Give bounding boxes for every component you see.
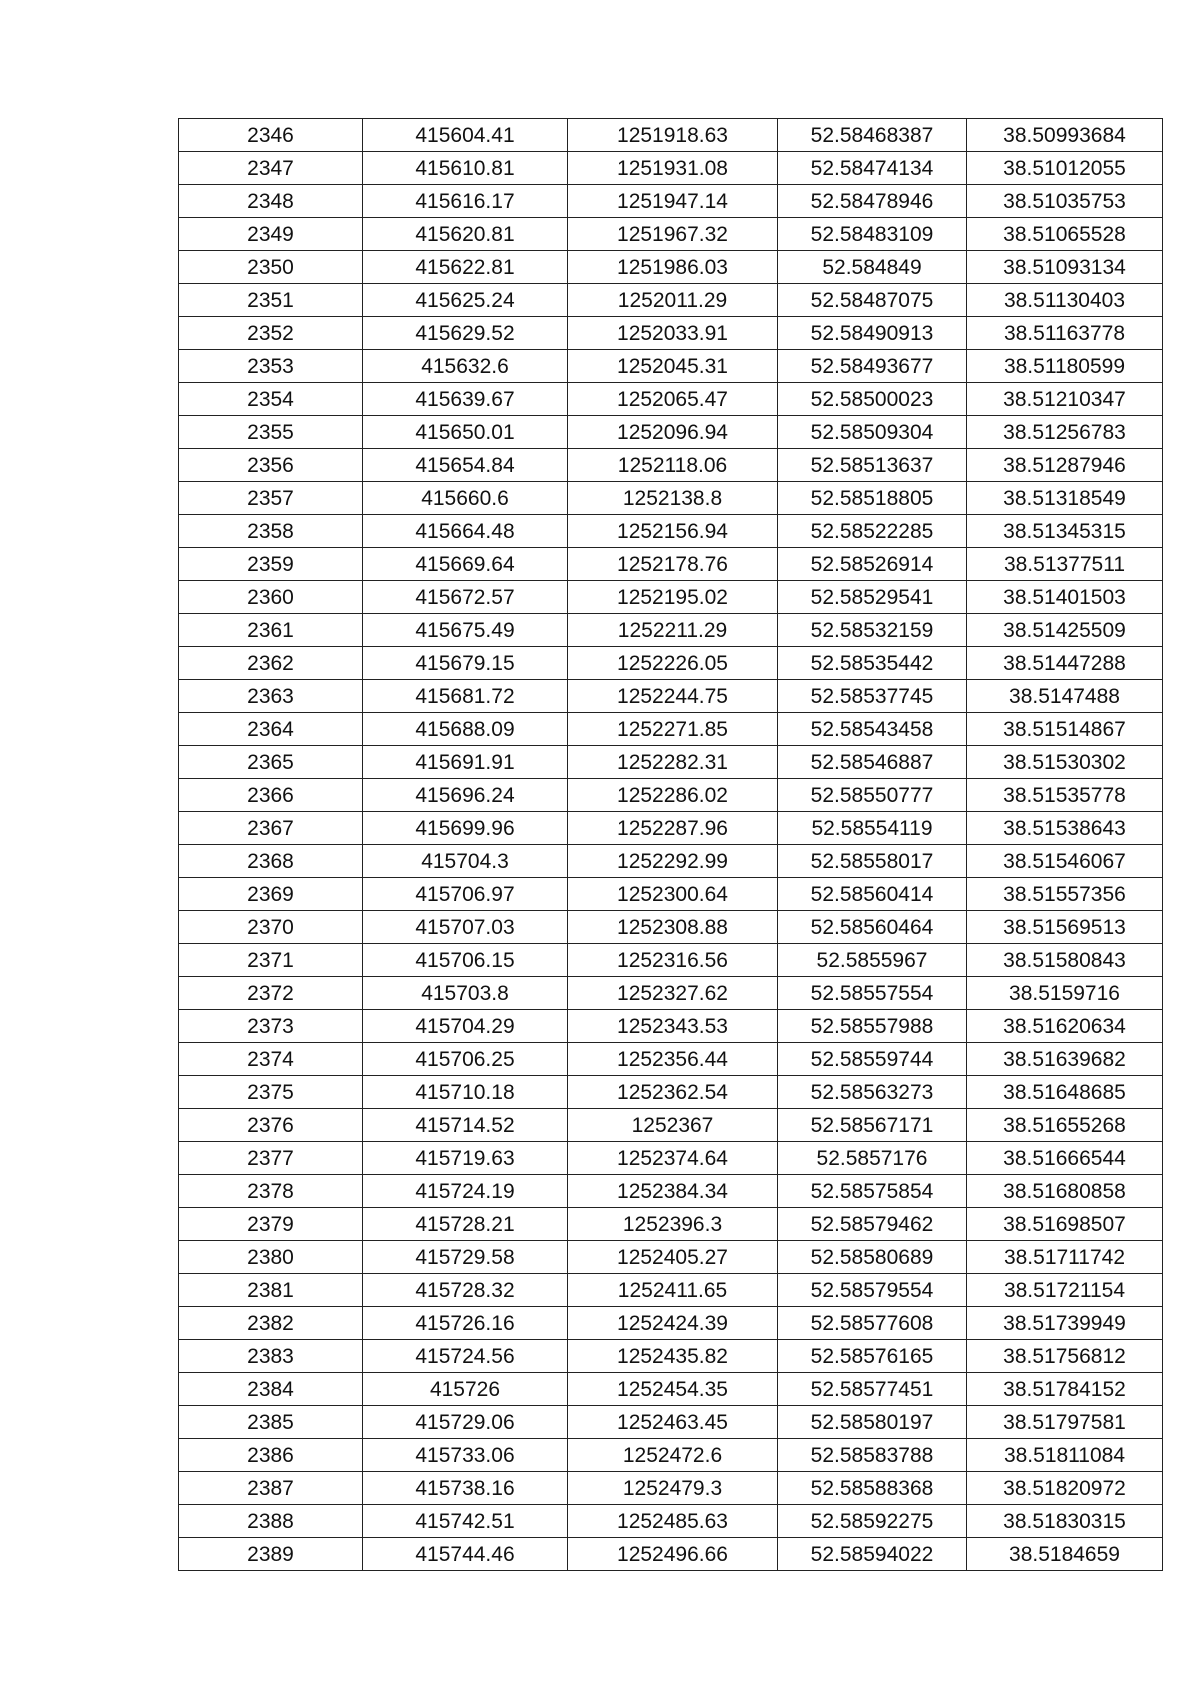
table-row bbox=[179, 449, 1163, 482]
longitude-cell: 38.51535778 bbox=[967, 779, 1163, 812]
point-number-cell: 2386 bbox=[179, 1439, 363, 1472]
table-row bbox=[179, 1538, 1163, 1571]
x-coordinate-cell: 415664.48 bbox=[363, 515, 568, 548]
table-row bbox=[179, 779, 1163, 812]
x-coordinate-cell: 415604.41 bbox=[363, 119, 568, 152]
longitude-cell: 38.51721154 bbox=[967, 1274, 1163, 1307]
point-number-cell: 2383 bbox=[179, 1340, 363, 1373]
latitude-cell: 52.58543458 bbox=[778, 713, 967, 746]
x-coordinate-cell: 415639.67 bbox=[363, 383, 568, 416]
table-row bbox=[179, 1307, 1163, 1340]
latitude-cell: 52.58478946 bbox=[778, 185, 967, 218]
latitude-cell: 52.58594022 bbox=[778, 1538, 967, 1571]
y-coordinate-cell: 1251967.32 bbox=[568, 218, 778, 251]
longitude-cell: 38.51401503 bbox=[967, 581, 1163, 614]
x-coordinate-cell: 415688.09 bbox=[363, 713, 568, 746]
y-coordinate-cell: 1252226.05 bbox=[568, 647, 778, 680]
y-coordinate-cell: 1252118.06 bbox=[568, 449, 778, 482]
x-coordinate-cell: 415706.25 bbox=[363, 1043, 568, 1076]
x-coordinate-cell: 415672.57 bbox=[363, 581, 568, 614]
table-row bbox=[179, 1043, 1163, 1076]
x-coordinate-cell: 415742.51 bbox=[363, 1505, 568, 1538]
x-coordinate-cell: 415719.63 bbox=[363, 1142, 568, 1175]
y-coordinate-cell: 1252384.34 bbox=[568, 1175, 778, 1208]
longitude-cell: 38.51569513 bbox=[967, 911, 1163, 944]
y-coordinate-cell: 1252411.65 bbox=[568, 1274, 778, 1307]
y-coordinate-cell: 1252454.35 bbox=[568, 1373, 778, 1406]
y-coordinate-cell: 1252327.62 bbox=[568, 977, 778, 1010]
y-coordinate-cell: 1252472.6 bbox=[568, 1439, 778, 1472]
table-row bbox=[179, 1373, 1163, 1406]
point-number-cell: 2382 bbox=[179, 1307, 363, 1340]
y-coordinate-cell: 1252156.94 bbox=[568, 515, 778, 548]
longitude-cell: 38.51377511 bbox=[967, 548, 1163, 581]
y-coordinate-cell: 1252435.82 bbox=[568, 1340, 778, 1373]
x-coordinate-cell: 415625.24 bbox=[363, 284, 568, 317]
y-coordinate-cell: 1252308.88 bbox=[568, 911, 778, 944]
x-coordinate-cell: 415706.97 bbox=[363, 878, 568, 911]
longitude-cell: 38.51648685 bbox=[967, 1076, 1163, 1109]
latitude-cell: 52.58577608 bbox=[778, 1307, 967, 1340]
point-number-cell: 2388 bbox=[179, 1505, 363, 1538]
latitude-cell: 52.58560464 bbox=[778, 911, 967, 944]
table-row bbox=[179, 878, 1163, 911]
x-coordinate-cell: 415704.29 bbox=[363, 1010, 568, 1043]
y-coordinate-cell: 1252287.96 bbox=[568, 812, 778, 845]
longitude-cell: 38.5184659 bbox=[967, 1538, 1163, 1571]
x-coordinate-cell: 415724.56 bbox=[363, 1340, 568, 1373]
latitude-cell: 52.58526914 bbox=[778, 548, 967, 581]
y-coordinate-cell: 1251918.63 bbox=[568, 119, 778, 152]
latitude-cell: 52.58474134 bbox=[778, 152, 967, 185]
x-coordinate-cell: 415710.18 bbox=[363, 1076, 568, 1109]
x-coordinate-cell: 415660.6 bbox=[363, 482, 568, 515]
y-coordinate-cell: 1251931.08 bbox=[568, 152, 778, 185]
x-coordinate-cell: 415654.84 bbox=[363, 449, 568, 482]
longitude-cell: 38.51514867 bbox=[967, 713, 1163, 746]
table-row bbox=[179, 383, 1163, 416]
table-row bbox=[179, 317, 1163, 350]
longitude-cell: 38.51756812 bbox=[967, 1340, 1163, 1373]
table-row bbox=[179, 482, 1163, 515]
point-number-cell: 2370 bbox=[179, 911, 363, 944]
latitude-cell: 52.58558017 bbox=[778, 845, 967, 878]
table-row bbox=[179, 944, 1163, 977]
x-coordinate-cell: 415679.15 bbox=[363, 647, 568, 680]
table-row bbox=[179, 680, 1163, 713]
y-coordinate-cell: 1252011.29 bbox=[568, 284, 778, 317]
latitude-cell: 52.58535442 bbox=[778, 647, 967, 680]
point-number-cell: 2387 bbox=[179, 1472, 363, 1505]
table-row bbox=[179, 746, 1163, 779]
y-coordinate-cell: 1252479.3 bbox=[568, 1472, 778, 1505]
y-coordinate-cell: 1252463.45 bbox=[568, 1406, 778, 1439]
x-coordinate-cell: 415733.06 bbox=[363, 1439, 568, 1472]
point-number-cell: 2381 bbox=[179, 1274, 363, 1307]
latitude-cell: 52.58583788 bbox=[778, 1439, 967, 1472]
longitude-cell: 38.51163778 bbox=[967, 317, 1163, 350]
y-coordinate-cell: 1252405.27 bbox=[568, 1241, 778, 1274]
table-row bbox=[179, 1439, 1163, 1472]
y-coordinate-cell: 1252244.75 bbox=[568, 680, 778, 713]
longitude-cell: 38.51639682 bbox=[967, 1043, 1163, 1076]
coordinates-table bbox=[178, 118, 1163, 1571]
coordinates-table-body bbox=[179, 119, 1163, 1571]
x-coordinate-cell: 415610.81 bbox=[363, 152, 568, 185]
y-coordinate-cell: 1252178.76 bbox=[568, 548, 778, 581]
x-coordinate-cell: 415726.16 bbox=[363, 1307, 568, 1340]
latitude-cell: 52.58563273 bbox=[778, 1076, 967, 1109]
point-number-cell: 2385 bbox=[179, 1406, 363, 1439]
longitude-cell: 38.51210347 bbox=[967, 383, 1163, 416]
longitude-cell: 38.51425509 bbox=[967, 614, 1163, 647]
point-number-cell: 2349 bbox=[179, 218, 363, 251]
latitude-cell: 52.58560414 bbox=[778, 878, 967, 911]
table-row bbox=[179, 1274, 1163, 1307]
longitude-cell: 38.51538643 bbox=[967, 812, 1163, 845]
table-row bbox=[179, 1505, 1163, 1538]
longitude-cell: 38.51318549 bbox=[967, 482, 1163, 515]
table-row bbox=[179, 185, 1163, 218]
table-row bbox=[179, 845, 1163, 878]
table-row bbox=[179, 614, 1163, 647]
latitude-cell: 52.58487075 bbox=[778, 284, 967, 317]
latitude-cell: 52.5857176 bbox=[778, 1142, 967, 1175]
longitude-cell: 38.51012055 bbox=[967, 152, 1163, 185]
longitude-cell: 38.51820972 bbox=[967, 1472, 1163, 1505]
longitude-cell: 38.51711742 bbox=[967, 1241, 1163, 1274]
point-number-cell: 2363 bbox=[179, 680, 363, 713]
point-number-cell: 2348 bbox=[179, 185, 363, 218]
latitude-cell: 52.58580197 bbox=[778, 1406, 967, 1439]
latitude-cell: 52.58577451 bbox=[778, 1373, 967, 1406]
y-coordinate-cell: 1252367 bbox=[568, 1109, 778, 1142]
y-coordinate-cell: 1252282.31 bbox=[568, 746, 778, 779]
longitude-cell: 38.51698507 bbox=[967, 1208, 1163, 1241]
longitude-cell: 38.51180599 bbox=[967, 350, 1163, 383]
point-number-cell: 2362 bbox=[179, 647, 363, 680]
table-row bbox=[179, 1142, 1163, 1175]
table-row bbox=[179, 515, 1163, 548]
x-coordinate-cell: 415744.46 bbox=[363, 1538, 568, 1571]
x-coordinate-cell: 415632.6 bbox=[363, 350, 568, 383]
longitude-cell: 38.51830315 bbox=[967, 1505, 1163, 1538]
longitude-cell: 38.51797581 bbox=[967, 1406, 1163, 1439]
longitude-cell: 38.51093134 bbox=[967, 251, 1163, 284]
point-number-cell: 2358 bbox=[179, 515, 363, 548]
latitude-cell: 52.58588368 bbox=[778, 1472, 967, 1505]
table-row bbox=[179, 416, 1163, 449]
latitude-cell: 52.58554119 bbox=[778, 812, 967, 845]
point-number-cell: 2374 bbox=[179, 1043, 363, 1076]
y-coordinate-cell: 1252485.63 bbox=[568, 1505, 778, 1538]
x-coordinate-cell: 415622.81 bbox=[363, 251, 568, 284]
y-coordinate-cell: 1252045.31 bbox=[568, 350, 778, 383]
latitude-cell: 52.58576165 bbox=[778, 1340, 967, 1373]
latitude-cell: 52.58567171 bbox=[778, 1109, 967, 1142]
x-coordinate-cell: 415691.91 bbox=[363, 746, 568, 779]
table-row bbox=[179, 1076, 1163, 1109]
latitude-cell: 52.58557988 bbox=[778, 1010, 967, 1043]
y-coordinate-cell: 1252138.8 bbox=[568, 482, 778, 515]
y-coordinate-cell: 1252195.02 bbox=[568, 581, 778, 614]
y-coordinate-cell: 1252424.39 bbox=[568, 1307, 778, 1340]
x-coordinate-cell: 415728.32 bbox=[363, 1274, 568, 1307]
x-coordinate-cell: 415729.58 bbox=[363, 1241, 568, 1274]
point-number-cell: 2376 bbox=[179, 1109, 363, 1142]
x-coordinate-cell: 415707.03 bbox=[363, 911, 568, 944]
x-coordinate-cell: 415728.21 bbox=[363, 1208, 568, 1241]
y-coordinate-cell: 1252271.85 bbox=[568, 713, 778, 746]
y-coordinate-cell: 1252065.47 bbox=[568, 383, 778, 416]
point-number-cell: 2356 bbox=[179, 449, 363, 482]
point-number-cell: 2384 bbox=[179, 1373, 363, 1406]
point-number-cell: 2364 bbox=[179, 713, 363, 746]
x-coordinate-cell: 415714.52 bbox=[363, 1109, 568, 1142]
point-number-cell: 2367 bbox=[179, 812, 363, 845]
y-coordinate-cell: 1252356.44 bbox=[568, 1043, 778, 1076]
x-coordinate-cell: 415738.16 bbox=[363, 1472, 568, 1505]
point-number-cell: 2366 bbox=[179, 779, 363, 812]
y-coordinate-cell: 1252374.64 bbox=[568, 1142, 778, 1175]
x-coordinate-cell: 415699.96 bbox=[363, 812, 568, 845]
table-row bbox=[179, 251, 1163, 284]
table-row bbox=[179, 911, 1163, 944]
latitude-cell: 52.58468387 bbox=[778, 119, 967, 152]
y-coordinate-cell: 1252316.56 bbox=[568, 944, 778, 977]
point-number-cell: 2380 bbox=[179, 1241, 363, 1274]
table-row bbox=[179, 812, 1163, 845]
x-coordinate-cell: 415616.17 bbox=[363, 185, 568, 218]
point-number-cell: 2378 bbox=[179, 1175, 363, 1208]
point-number-cell: 2359 bbox=[179, 548, 363, 581]
point-number-cell: 2361 bbox=[179, 614, 363, 647]
longitude-cell: 38.51287946 bbox=[967, 449, 1163, 482]
table-row bbox=[179, 350, 1163, 383]
point-number-cell: 2368 bbox=[179, 845, 363, 878]
table-row bbox=[179, 1010, 1163, 1043]
point-number-cell: 2379 bbox=[179, 1208, 363, 1241]
table-row bbox=[179, 218, 1163, 251]
x-coordinate-cell: 415629.52 bbox=[363, 317, 568, 350]
table-row bbox=[179, 119, 1163, 152]
longitude-cell: 38.5147488 bbox=[967, 680, 1163, 713]
latitude-cell: 52.58575854 bbox=[778, 1175, 967, 1208]
x-coordinate-cell: 415696.24 bbox=[363, 779, 568, 812]
longitude-cell: 38.51580843 bbox=[967, 944, 1163, 977]
x-coordinate-cell: 415704.3 bbox=[363, 845, 568, 878]
longitude-cell: 38.51447288 bbox=[967, 647, 1163, 680]
latitude-cell: 52.58546887 bbox=[778, 746, 967, 779]
table-row bbox=[179, 1406, 1163, 1439]
point-number-cell: 2350 bbox=[179, 251, 363, 284]
y-coordinate-cell: 1252292.99 bbox=[568, 845, 778, 878]
point-number-cell: 2373 bbox=[179, 1010, 363, 1043]
point-number-cell: 2372 bbox=[179, 977, 363, 1010]
x-coordinate-cell: 415650.01 bbox=[363, 416, 568, 449]
latitude-cell: 52.58509304 bbox=[778, 416, 967, 449]
point-number-cell: 2355 bbox=[179, 416, 363, 449]
x-coordinate-cell: 415669.64 bbox=[363, 548, 568, 581]
longitude-cell: 38.51065528 bbox=[967, 218, 1163, 251]
longitude-cell: 38.51256783 bbox=[967, 416, 1163, 449]
point-number-cell: 2377 bbox=[179, 1142, 363, 1175]
latitude-cell: 52.58592275 bbox=[778, 1505, 967, 1538]
latitude-cell: 52.58483109 bbox=[778, 218, 967, 251]
latitude-cell: 52.58557554 bbox=[778, 977, 967, 1010]
longitude-cell: 38.51680858 bbox=[967, 1175, 1163, 1208]
latitude-cell: 52.58532159 bbox=[778, 614, 967, 647]
table-row bbox=[179, 1109, 1163, 1142]
latitude-cell: 52.58579554 bbox=[778, 1274, 967, 1307]
point-number-cell: 2357 bbox=[179, 482, 363, 515]
latitude-cell: 52.58559744 bbox=[778, 1043, 967, 1076]
point-number-cell: 2347 bbox=[179, 152, 363, 185]
table-row bbox=[179, 284, 1163, 317]
latitude-cell: 52.58550777 bbox=[778, 779, 967, 812]
table-row bbox=[179, 647, 1163, 680]
y-coordinate-cell: 1252033.91 bbox=[568, 317, 778, 350]
point-number-cell: 2369 bbox=[179, 878, 363, 911]
table-row bbox=[179, 977, 1163, 1010]
point-number-cell: 2360 bbox=[179, 581, 363, 614]
table-row bbox=[179, 581, 1163, 614]
latitude-cell: 52.58537745 bbox=[778, 680, 967, 713]
y-coordinate-cell: 1252211.29 bbox=[568, 614, 778, 647]
y-coordinate-cell: 1251986.03 bbox=[568, 251, 778, 284]
longitude-cell: 38.51345315 bbox=[967, 515, 1163, 548]
longitude-cell: 38.51530302 bbox=[967, 746, 1163, 779]
y-coordinate-cell: 1252096.94 bbox=[568, 416, 778, 449]
point-number-cell: 2352 bbox=[179, 317, 363, 350]
point-number-cell: 2354 bbox=[179, 383, 363, 416]
table-row bbox=[179, 1241, 1163, 1274]
longitude-cell: 38.51655268 bbox=[967, 1109, 1163, 1142]
y-coordinate-cell: 1252343.53 bbox=[568, 1010, 778, 1043]
point-number-cell: 2351 bbox=[179, 284, 363, 317]
longitude-cell: 38.51557356 bbox=[967, 878, 1163, 911]
latitude-cell: 52.58518805 bbox=[778, 482, 967, 515]
y-coordinate-cell: 1252286.02 bbox=[568, 779, 778, 812]
longitude-cell: 38.51620634 bbox=[967, 1010, 1163, 1043]
table-row bbox=[179, 548, 1163, 581]
point-number-cell: 2346 bbox=[179, 119, 363, 152]
longitude-cell: 38.51739949 bbox=[967, 1307, 1163, 1340]
latitude-cell: 52.584849 bbox=[778, 251, 967, 284]
y-coordinate-cell: 1251947.14 bbox=[568, 185, 778, 218]
longitude-cell: 38.51546067 bbox=[967, 845, 1163, 878]
longitude-cell: 38.50993684 bbox=[967, 119, 1163, 152]
y-coordinate-cell: 1252396.3 bbox=[568, 1208, 778, 1241]
longitude-cell: 38.5159716 bbox=[967, 977, 1163, 1010]
x-coordinate-cell: 415724.19 bbox=[363, 1175, 568, 1208]
y-coordinate-cell: 1252300.64 bbox=[568, 878, 778, 911]
y-coordinate-cell: 1252362.54 bbox=[568, 1076, 778, 1109]
latitude-cell: 52.58490913 bbox=[778, 317, 967, 350]
latitude-cell: 52.58513637 bbox=[778, 449, 967, 482]
table-row bbox=[179, 713, 1163, 746]
latitude-cell: 52.58500023 bbox=[778, 383, 967, 416]
x-coordinate-cell: 415729.06 bbox=[363, 1406, 568, 1439]
table-row bbox=[179, 1340, 1163, 1373]
x-coordinate-cell: 415675.49 bbox=[363, 614, 568, 647]
table-row bbox=[179, 1208, 1163, 1241]
point-number-cell: 2375 bbox=[179, 1076, 363, 1109]
longitude-cell: 38.51130403 bbox=[967, 284, 1163, 317]
point-number-cell: 2389 bbox=[179, 1538, 363, 1571]
latitude-cell: 52.58522285 bbox=[778, 515, 967, 548]
x-coordinate-cell: 415681.72 bbox=[363, 680, 568, 713]
x-coordinate-cell: 415726 bbox=[363, 1373, 568, 1406]
point-number-cell: 2353 bbox=[179, 350, 363, 383]
point-number-cell: 2365 bbox=[179, 746, 363, 779]
longitude-cell: 38.51035753 bbox=[967, 185, 1163, 218]
latitude-cell: 52.58579462 bbox=[778, 1208, 967, 1241]
x-coordinate-cell: 415620.81 bbox=[363, 218, 568, 251]
latitude-cell: 52.5855967 bbox=[778, 944, 967, 977]
latitude-cell: 52.58529541 bbox=[778, 581, 967, 614]
x-coordinate-cell: 415706.15 bbox=[363, 944, 568, 977]
longitude-cell: 38.51784152 bbox=[967, 1373, 1163, 1406]
x-coordinate-cell: 415703.8 bbox=[363, 977, 568, 1010]
y-coordinate-cell: 1252496.66 bbox=[568, 1538, 778, 1571]
table-row bbox=[179, 1175, 1163, 1208]
point-number-cell: 2371 bbox=[179, 944, 363, 977]
longitude-cell: 38.51811084 bbox=[967, 1439, 1163, 1472]
longitude-cell: 38.51666544 bbox=[967, 1142, 1163, 1175]
latitude-cell: 52.58580689 bbox=[778, 1241, 967, 1274]
latitude-cell: 52.58493677 bbox=[778, 350, 967, 383]
table-row bbox=[179, 152, 1163, 185]
table-row bbox=[179, 1472, 1163, 1505]
